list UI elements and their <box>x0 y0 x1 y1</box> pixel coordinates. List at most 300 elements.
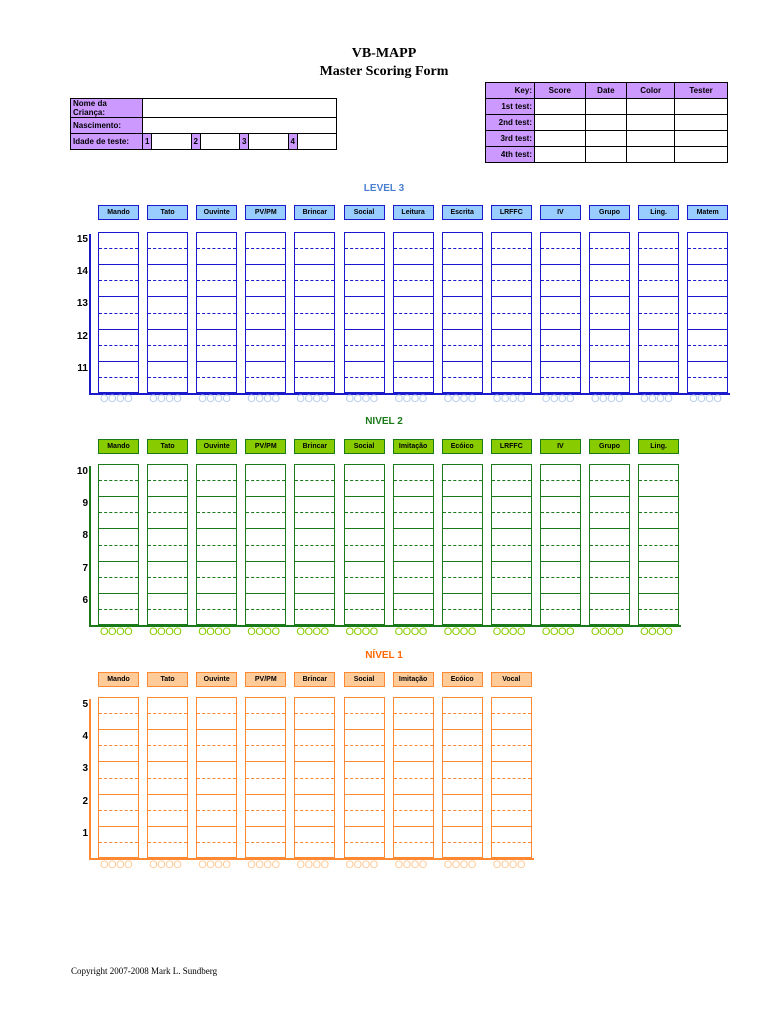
grid-line <box>541 528 580 529</box>
grid-line <box>345 624 384 625</box>
grid-dashed-line <box>345 713 384 714</box>
key-cell[interactable] <box>675 131 728 147</box>
key-cell[interactable] <box>585 115 627 131</box>
test-circles: OOOO <box>247 859 280 871</box>
skill-header: Ouvinte <box>196 439 237 454</box>
skill-header: Vocal <box>491 672 532 687</box>
grid-line <box>443 296 482 297</box>
skill-column[interactable] <box>491 232 532 393</box>
grid-dashed-line <box>197 313 236 314</box>
test-circles: OOOO <box>443 626 476 638</box>
key-cell[interactable] <box>675 147 728 163</box>
grid-line <box>197 496 236 497</box>
grid-dashed-line <box>541 377 580 378</box>
grid-line <box>148 296 187 297</box>
grid-line <box>443 528 482 529</box>
age-field-1[interactable] <box>152 134 191 150</box>
key-header-key: Key: <box>486 83 535 99</box>
grid-dashed-line <box>99 480 138 481</box>
grid-dashed-line <box>295 345 334 346</box>
copyright: Copyright 2007-2008 Mark L. Sundberg <box>71 966 218 976</box>
skill-header: Escrita <box>442 205 483 220</box>
grid-dashed-line <box>394 313 433 314</box>
grid-dashed-line <box>443 713 482 714</box>
form-title: VB-MAPP <box>351 46 417 61</box>
grid-dashed-line <box>492 810 531 811</box>
birth-field[interactable] <box>143 118 337 134</box>
test-circles: OOOO <box>443 859 476 871</box>
key-cell[interactable] <box>585 131 627 147</box>
grid-line <box>394 264 433 265</box>
grid-line <box>345 264 384 265</box>
grid-line <box>492 329 531 330</box>
skill-header: Tato <box>147 439 188 454</box>
grid-dashed-line <box>246 313 285 314</box>
grid-line <box>345 761 384 762</box>
grid-line <box>688 361 727 362</box>
grid-line <box>492 729 531 730</box>
grid-dashed-line <box>688 377 727 378</box>
grid-line <box>295 296 334 297</box>
grid-line <box>197 561 236 562</box>
grid-dashed-line <box>639 545 678 546</box>
grid-line <box>639 561 678 562</box>
skill-column[interactable] <box>245 232 286 393</box>
key-cell[interactable] <box>627 115 675 131</box>
level-number-label: 14 <box>76 266 88 278</box>
key-cell[interactable] <box>627 147 675 163</box>
grid-line <box>590 624 629 625</box>
skill-column[interactable] <box>638 232 679 393</box>
grid-line <box>394 561 433 562</box>
skill-header: Social <box>344 205 385 220</box>
skill-column[interactable] <box>98 464 139 625</box>
grid-dashed-line <box>394 377 433 378</box>
grid-dashed-line <box>148 810 187 811</box>
skill-column[interactable] <box>589 232 630 393</box>
grid-dashed-line <box>197 577 236 578</box>
grid-line <box>148 232 187 233</box>
grid-dashed-line <box>345 577 384 578</box>
grid-line <box>443 857 482 858</box>
test-circles: OOOO <box>345 859 378 871</box>
grid-dashed-line <box>197 778 236 779</box>
grid-line <box>590 264 629 265</box>
level-title: LEVEL 3 <box>363 183 405 194</box>
grid-dashed-line <box>246 810 285 811</box>
grid-line <box>99 697 138 698</box>
grid-dashed-line <box>246 377 285 378</box>
grid-line <box>148 561 187 562</box>
grid-line <box>639 496 678 497</box>
grid-dashed-line <box>639 512 678 513</box>
grid-line <box>197 296 236 297</box>
grid-line <box>246 528 285 529</box>
grid-dashed-line <box>639 609 678 610</box>
skill-column[interactable] <box>98 697 139 858</box>
grid-dashed-line <box>443 745 482 746</box>
grid-dashed-line <box>394 713 433 714</box>
grid-line <box>148 794 187 795</box>
grid-line <box>246 464 285 465</box>
key-cell[interactable] <box>585 99 627 115</box>
skill-column[interactable] <box>442 464 483 625</box>
age-field-2[interactable] <box>200 134 239 150</box>
key-cell[interactable] <box>627 131 675 147</box>
grid-dashed-line <box>197 745 236 746</box>
grid-dashed-line <box>590 345 629 346</box>
grid-dashed-line <box>345 480 384 481</box>
grid-line <box>590 593 629 594</box>
grid-line <box>148 624 187 625</box>
level-number-label: 2 <box>82 795 88 807</box>
skill-column[interactable] <box>393 464 434 625</box>
age-label: Idade de teste: <box>71 134 143 150</box>
test-circles: OOOO <box>541 393 575 405</box>
key-cell[interactable] <box>675 99 728 115</box>
grid-dashed-line <box>197 345 236 346</box>
grid-dashed-line <box>295 609 334 610</box>
key-cell[interactable] <box>585 147 627 163</box>
skill-column[interactable] <box>491 697 532 858</box>
grid-dashed-line <box>295 545 334 546</box>
grid-line <box>99 857 138 858</box>
key-header-color: Color <box>627 83 675 99</box>
grid-line <box>394 857 433 858</box>
skill-column[interactable] <box>147 464 188 625</box>
grid-line <box>197 761 236 762</box>
grid-line <box>99 593 138 594</box>
child-info-table <box>70 98 337 150</box>
grid-line <box>99 794 138 795</box>
grid-dashed-line <box>639 345 678 346</box>
skill-header: IV <box>540 439 581 454</box>
grid-dashed-line <box>590 377 629 378</box>
grid-dashed-line <box>295 778 334 779</box>
grid-dashed-line <box>443 377 482 378</box>
grid-line <box>295 593 334 594</box>
grid-line <box>246 729 285 730</box>
skill-header: Brincar <box>294 672 335 687</box>
skill-header: PV/PM <box>245 205 286 220</box>
level-number-label: 10 <box>76 466 88 477</box>
grid-dashed-line <box>394 248 433 249</box>
grid-dashed-line <box>541 480 580 481</box>
grid-dashed-line <box>197 377 236 378</box>
key-cell[interactable] <box>535 99 586 115</box>
age-field-3[interactable] <box>249 134 288 150</box>
grid-dashed-line <box>541 248 580 249</box>
test-circles: OOOO <box>591 393 624 405</box>
test-circles: OOOO <box>296 626 329 638</box>
test-number-1: 1 <box>143 134 152 150</box>
grid-dashed-line <box>394 778 433 779</box>
grid-dashed-line <box>492 280 531 281</box>
grid-dashed-line <box>590 313 629 314</box>
level-number-label: 15 <box>76 234 88 245</box>
grid-line <box>345 729 384 730</box>
test-number-3: 3 <box>240 134 249 150</box>
grid-line <box>541 496 580 497</box>
grid-dashed-line <box>99 745 138 746</box>
grid-line <box>99 729 138 730</box>
test-circles: OOOO <box>394 626 427 638</box>
grid-line <box>394 826 433 827</box>
level-number-label: 5 <box>82 699 88 710</box>
grid-dashed-line <box>590 577 629 578</box>
grid-dashed-line <box>99 713 138 714</box>
grid-line <box>345 528 384 529</box>
grid-dashed-line <box>688 248 727 249</box>
grid-dashed-line <box>345 377 384 378</box>
skill-header: Ecóico <box>442 439 483 454</box>
grid-line <box>148 729 187 730</box>
level-number-label: 3 <box>82 763 88 775</box>
grid-line <box>492 464 531 465</box>
skill-column[interactable] <box>491 464 532 625</box>
skill-column[interactable] <box>344 464 385 625</box>
skill-column[interactable] <box>344 697 385 858</box>
grid-line <box>295 794 334 795</box>
grid-line <box>443 464 482 465</box>
grid-line <box>443 761 482 762</box>
grid-line <box>99 296 138 297</box>
test-number-2: 2 <box>191 134 200 150</box>
grid-dashed-line <box>492 345 531 346</box>
grid-line <box>443 697 482 698</box>
test-circles: OOOO <box>492 393 526 405</box>
skill-column[interactable] <box>147 232 188 393</box>
grid-line <box>246 826 285 827</box>
grid-line <box>246 329 285 330</box>
grid-dashed-line <box>295 745 334 746</box>
skill-column[interactable] <box>344 232 385 393</box>
test-circles: OOOO <box>394 393 427 405</box>
skill-header: Matem <box>687 205 728 220</box>
grid-line <box>295 528 334 529</box>
grid-dashed-line <box>197 609 236 610</box>
grid-dashed-line <box>148 313 187 314</box>
skill-header: Imitação <box>393 672 434 687</box>
grid-line <box>345 232 384 233</box>
grid-line <box>492 361 531 362</box>
grid-line <box>639 528 678 529</box>
skill-column[interactable] <box>196 697 237 858</box>
grid-dashed-line <box>443 345 482 346</box>
grid-dashed-line <box>295 377 334 378</box>
grid-line <box>443 593 482 594</box>
grid-line <box>345 826 384 827</box>
skill-column[interactable] <box>294 464 335 625</box>
grid-dashed-line <box>99 810 138 811</box>
skill-column[interactable] <box>147 697 188 858</box>
grid-dashed-line <box>99 778 138 779</box>
skill-header: Ling. <box>638 205 679 220</box>
grid-dashed-line <box>345 280 384 281</box>
grid-line <box>197 361 236 362</box>
grid-line <box>590 528 629 529</box>
grid-dashed-line <box>345 345 384 346</box>
skill-header: Ling. <box>638 439 679 454</box>
grid-dashed-line <box>590 280 629 281</box>
test-circles: OOOO <box>394 859 427 871</box>
grid-line <box>345 329 384 330</box>
grid-line <box>688 232 727 233</box>
test-circles: OOOO <box>100 393 133 405</box>
grid-line <box>443 496 482 497</box>
grid-line <box>492 296 531 297</box>
grid-dashed-line <box>639 480 678 481</box>
grid-line <box>541 593 580 594</box>
grid-dashed-line <box>197 512 236 513</box>
grid-dashed-line <box>541 280 580 281</box>
skill-header: PV/PM <box>245 439 286 454</box>
grid-line <box>443 329 482 330</box>
grid-dashed-line <box>394 745 433 746</box>
skill-column[interactable] <box>196 464 237 625</box>
grid-dashed-line <box>246 248 285 249</box>
grid-dashed-line <box>148 480 187 481</box>
key-cell[interactable] <box>675 115 728 131</box>
grid-dashed-line <box>639 377 678 378</box>
test-circles: OOOO <box>591 626 624 638</box>
skill-header: Brincar <box>294 205 335 220</box>
skill-column[interactable] <box>589 464 630 625</box>
grid-line <box>492 561 531 562</box>
skill-column[interactable] <box>540 464 581 625</box>
test-circles: OOOO <box>640 393 673 405</box>
skill-column[interactable] <box>442 697 483 858</box>
grid-dashed-line <box>443 810 482 811</box>
grid-line <box>197 329 236 330</box>
grid-dashed-line <box>345 842 384 843</box>
grid-dashed-line <box>345 512 384 513</box>
skill-header: Mando <box>98 672 139 687</box>
grid-dashed-line <box>148 842 187 843</box>
grid-line <box>688 329 727 330</box>
test-circles: OOOO <box>345 393 378 405</box>
grid-dashed-line <box>492 545 531 546</box>
grid-line <box>345 857 384 858</box>
grid-dashed-line <box>295 842 334 843</box>
grid-line <box>148 826 187 827</box>
grid-dashed-line <box>639 577 678 578</box>
grid-line <box>639 264 678 265</box>
grid-line <box>148 761 187 762</box>
grid-line <box>99 528 138 529</box>
skill-column[interactable] <box>540 232 581 393</box>
grid-line <box>295 761 334 762</box>
grid-line <box>345 593 384 594</box>
skill-column[interactable] <box>196 232 237 393</box>
grid-line <box>148 857 187 858</box>
grid-dashed-line <box>492 745 531 746</box>
level-number-label: 11 <box>77 362 88 374</box>
grid-line <box>197 528 236 529</box>
skill-column[interactable] <box>98 232 139 393</box>
grid-line <box>394 761 433 762</box>
skill-column[interactable] <box>687 232 728 393</box>
name-field[interactable] <box>143 99 337 118</box>
grid-dashed-line <box>345 745 384 746</box>
grid-line <box>197 697 236 698</box>
test-circles: OOOO <box>149 859 182 871</box>
grid-line <box>443 561 482 562</box>
skill-header: Grupo <box>589 439 630 454</box>
grid-dashed-line <box>492 512 531 513</box>
skill-column[interactable] <box>294 697 335 858</box>
key-cell[interactable] <box>627 99 675 115</box>
grid-dashed-line <box>492 313 531 314</box>
skill-column[interactable] <box>245 697 286 858</box>
grid-dashed-line <box>443 609 482 610</box>
grid-line <box>246 624 285 625</box>
grid-dashed-line <box>246 609 285 610</box>
grid-dashed-line <box>148 778 187 779</box>
grid-line <box>443 264 482 265</box>
key-cell[interactable] <box>535 147 586 163</box>
grid-dashed-line <box>295 480 334 481</box>
grid-dashed-line <box>688 345 727 346</box>
level-title: NÍVEL 1 <box>365 650 403 661</box>
grid-dashed-line <box>394 545 433 546</box>
test-circles: OOOO <box>247 393 280 405</box>
grid-line <box>394 232 433 233</box>
grid-line <box>197 826 236 827</box>
grid-line <box>197 464 236 465</box>
key-cell[interactable] <box>535 115 586 131</box>
grid-line <box>99 561 138 562</box>
grid-line <box>295 561 334 562</box>
level-number-label: 7 <box>82 562 88 574</box>
grid-line <box>541 361 580 362</box>
skill-column[interactable] <box>442 232 483 393</box>
skill-column[interactable] <box>294 232 335 393</box>
grid-dashed-line <box>148 280 187 281</box>
skill-header: Brincar <box>294 439 335 454</box>
grid-dashed-line <box>394 842 433 843</box>
grid-line <box>443 794 482 795</box>
age-field-4[interactable] <box>297 134 336 150</box>
grid-line <box>590 561 629 562</box>
grid-dashed-line <box>295 512 334 513</box>
grid-line <box>541 232 580 233</box>
skill-column[interactable] <box>393 697 434 858</box>
grid-line <box>295 857 334 858</box>
skill-header: Mando <box>98 439 139 454</box>
skill-column[interactable] <box>245 464 286 625</box>
test-number-4: 4 <box>288 134 297 150</box>
grid-line <box>197 857 236 858</box>
grid-line <box>99 361 138 362</box>
key-cell[interactable] <box>535 131 586 147</box>
grid-line <box>394 794 433 795</box>
skill-header: Ouvinte <box>196 672 237 687</box>
grid-dashed-line <box>99 280 138 281</box>
grid-line <box>148 528 187 529</box>
skill-column[interactable] <box>393 232 434 393</box>
skill-header: Social <box>344 672 385 687</box>
grid-dashed-line <box>492 377 531 378</box>
grid-line <box>345 296 384 297</box>
grid-line <box>295 496 334 497</box>
grid-dashed-line <box>541 545 580 546</box>
grid-line <box>99 826 138 827</box>
skill-column[interactable] <box>638 464 679 625</box>
test-circles: OOOO <box>198 393 231 405</box>
grid-dashed-line <box>639 313 678 314</box>
name-label: Nome da Criança: <box>71 99 143 118</box>
